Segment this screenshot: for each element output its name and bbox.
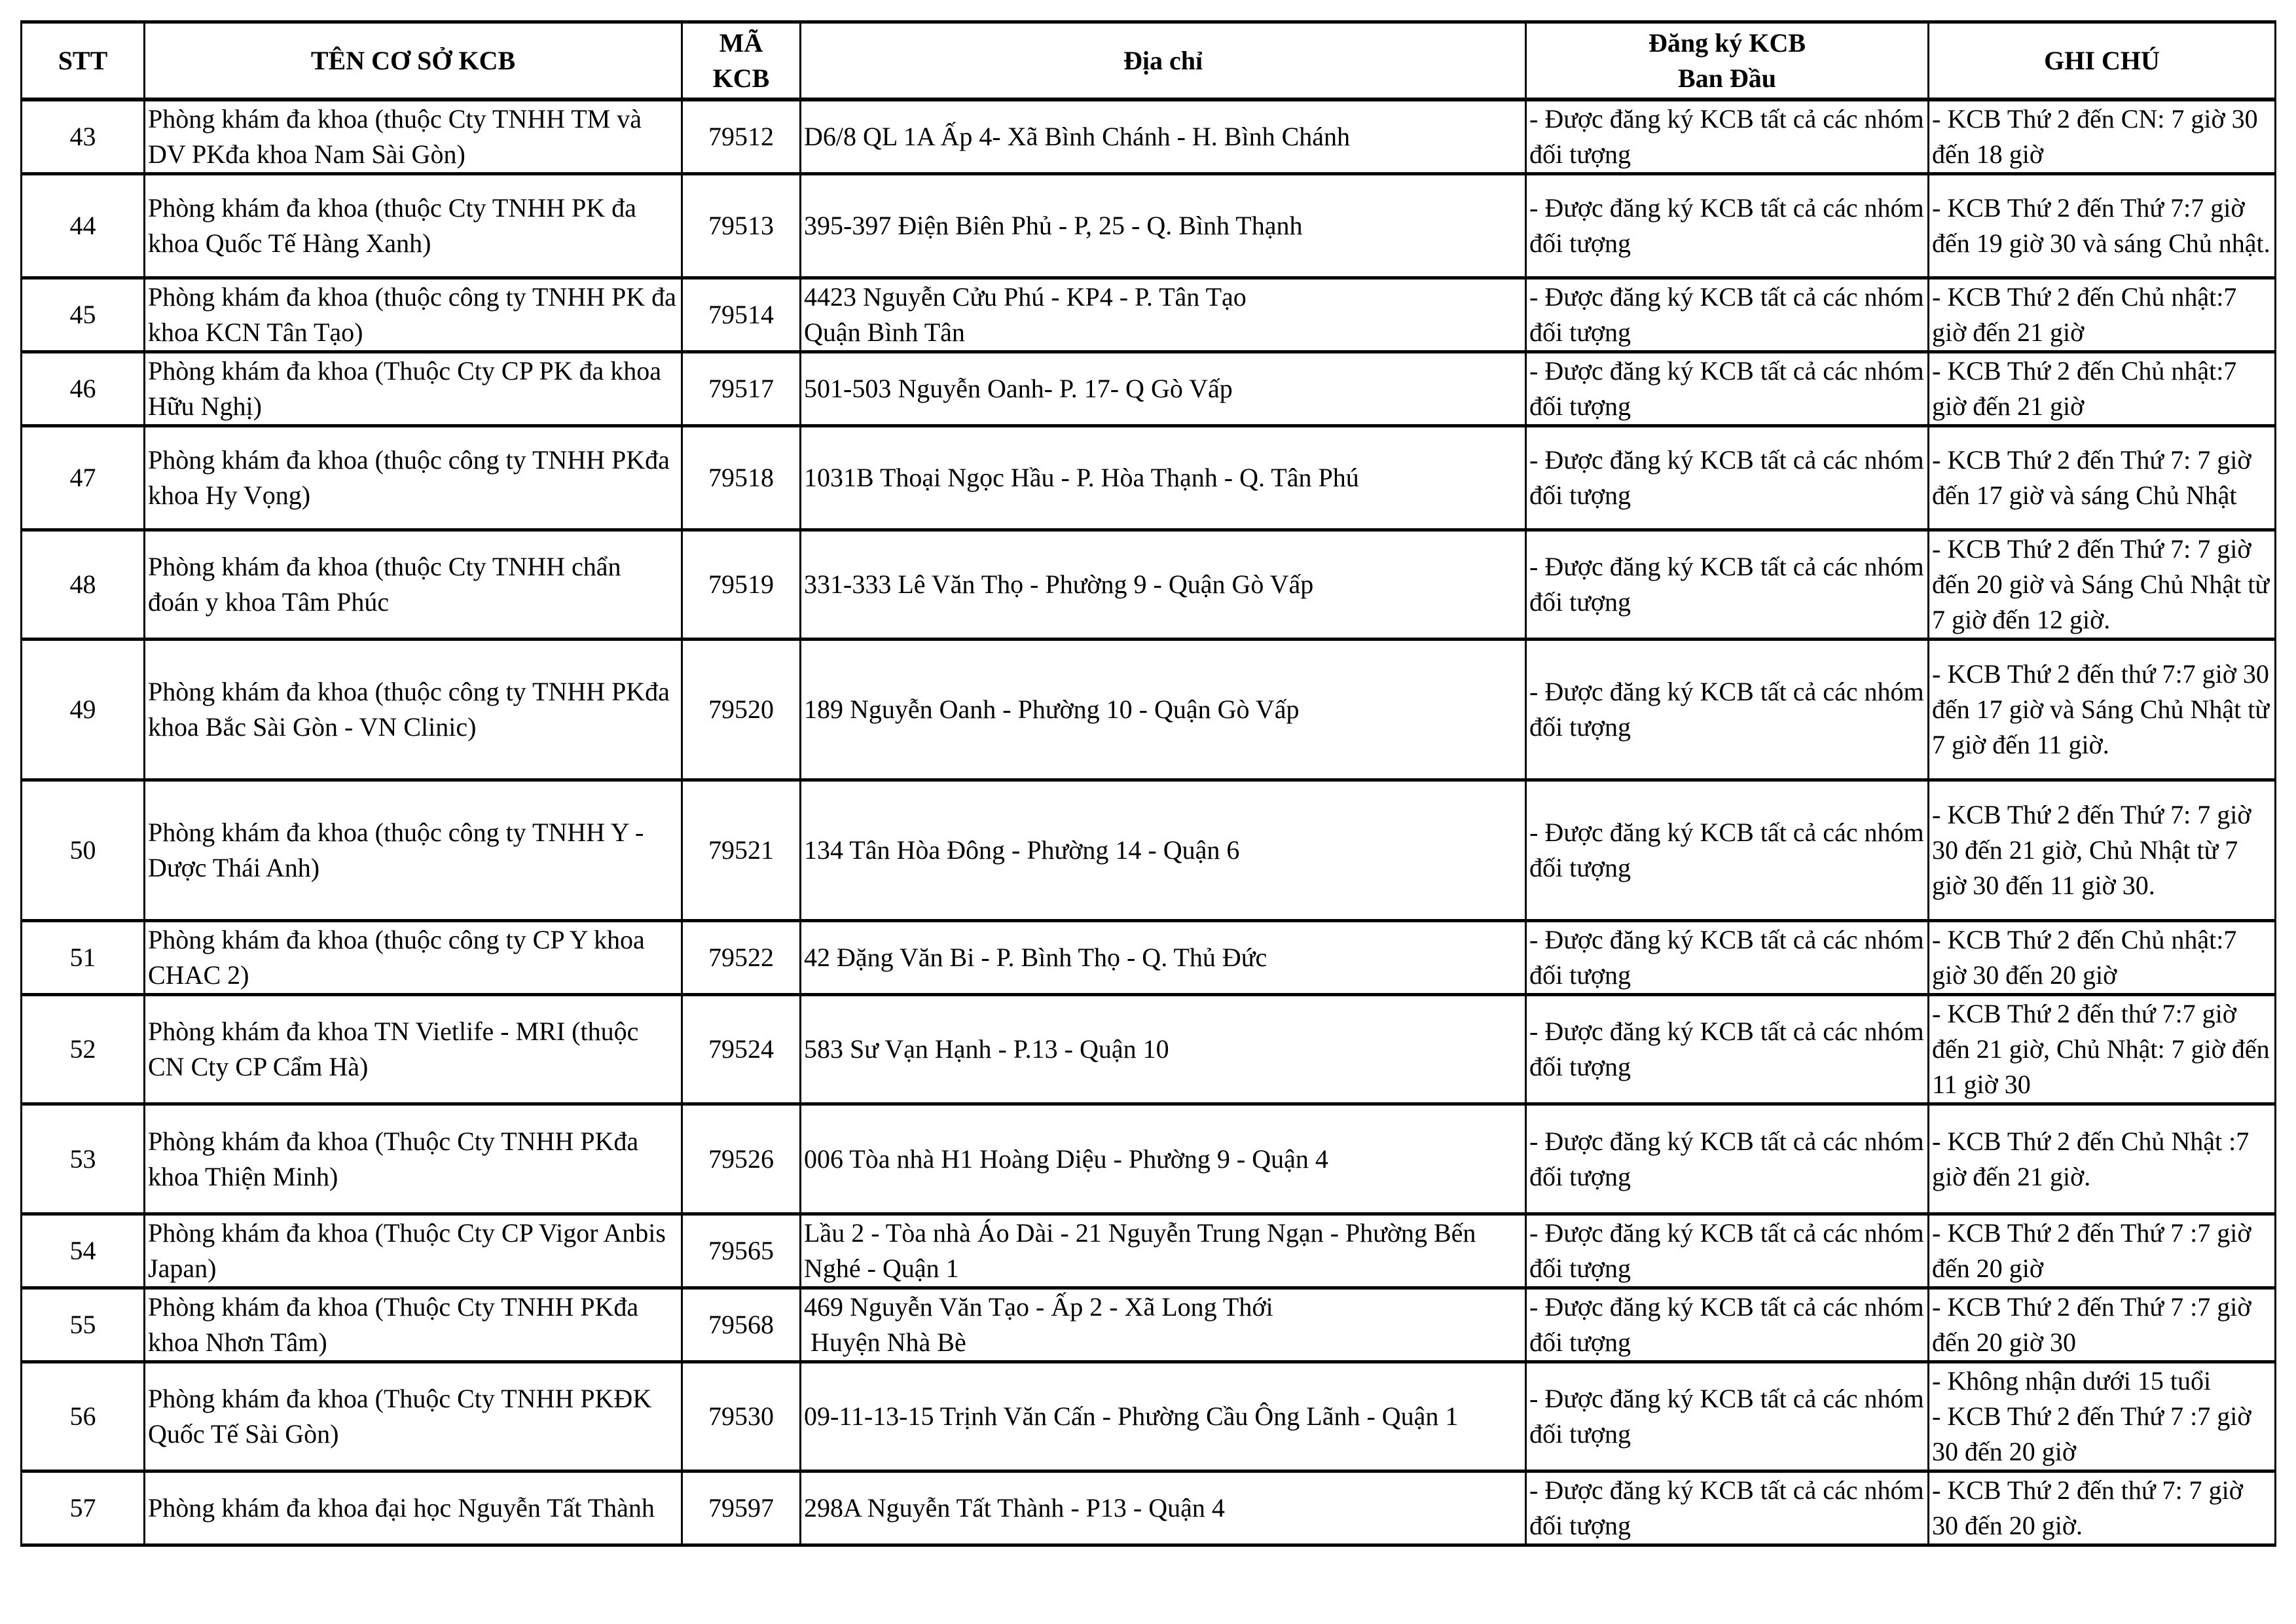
cell-facility-code: 79526 <box>682 1104 801 1214</box>
table-row <box>22 1471 2276 1545</box>
cell-facility-name: Phòng khám đa khoa (Thuộc Cty CP Vigor Anbis Japan) <box>145 1214 682 1288</box>
header-initial-registration-line2: Ban Đầu <box>1677 63 1777 93</box>
cell-initial-registration: - Được đăng ký KCB tất cả các nhóm đối tượng <box>1526 1471 1929 1545</box>
cell-initial-registration: - Được đăng ký KCB tất cả các nhóm đối tượng <box>1526 278 1929 352</box>
cell-facility-name: Phòng khám đa khoa (thuộc công ty TNHH PK đa khoa KCN Tân Tạo) <box>145 278 682 352</box>
header-row <box>22 22 2276 100</box>
note-line: - KCB Thứ 2 đến Thứ 7: 7 giờ 30 đến 21 giờ, Chủ Nhật từ 7 giờ 30 đến 11 giờ 30. <box>1932 800 2251 900</box>
cell-initial-registration: - Được đăng ký KCB tất cả các nhóm đối tượng <box>1526 1288 1929 1362</box>
cell-notes <box>1929 921 2276 995</box>
cell-notes <box>1929 99 2276 174</box>
cell-address <box>801 426 1526 530</box>
table-row <box>22 995 2276 1104</box>
cell-address <box>801 530 1526 640</box>
cell-initial-registration: - Được đăng ký KCB tất cả các nhóm đối tượng <box>1526 640 1929 780</box>
header-facility-code-line1: MÃ <box>719 27 763 58</box>
cell-address <box>801 640 1526 780</box>
cell-address <box>801 99 1526 174</box>
note-line: - KCB Thứ 2 đến Chủ nhật:7 giờ 30 đến 20 giờ <box>1932 925 2237 990</box>
cell-stt: 53 <box>22 1104 145 1214</box>
cell-initial-registration: - Được đăng ký KCB tất cả các nhóm đối tượng <box>1526 352 1929 426</box>
cell-facility-code: 79519 <box>682 530 801 640</box>
cell-initial-registration: - Được đăng ký KCB tất cả các nhóm đối tượng <box>1526 174 1929 278</box>
address-line: 501-503 Nguyễn Oanh- P. 17- Q Gò Vấp <box>804 374 1233 403</box>
address-line: Quận Bình Tân <box>804 317 965 347</box>
cell-facility-code: 79517 <box>682 352 801 426</box>
cell-address <box>801 352 1526 426</box>
cell-stt: 50 <box>22 780 145 921</box>
address-line: 4423 Nguyễn Cửu Phú - KP4 - P. Tân Tạo <box>804 282 1247 312</box>
table-row <box>22 352 2276 426</box>
cell-facility-name: Phòng khám đa khoa (thuộc công ty CP Y khoa CHAC 2) <box>145 921 682 995</box>
table-row <box>22 530 2276 640</box>
cell-facility-name: Phòng khám đa khoa (Thuộc Cty TNHH PKđa khoa Nhơn Tâm) <box>145 1288 682 1362</box>
cell-stt: 44 <box>22 174 145 278</box>
cell-initial-registration: - Được đăng ký KCB tất cả các nhóm đối tượng <box>1526 780 1929 921</box>
cell-stt: 54 <box>22 1214 145 1288</box>
kcb-facilities-table <box>20 20 2276 1547</box>
cell-stt: 47 <box>22 426 145 530</box>
address-line: 298A Nguyễn Tất Thành - P13 - Quận 4 <box>804 1493 1225 1523</box>
table-row <box>22 921 2276 995</box>
header-facility-code <box>682 22 801 100</box>
cell-notes <box>1929 995 2276 1104</box>
cell-facility-code: 79513 <box>682 174 801 278</box>
cell-address <box>801 780 1526 921</box>
note-line: - KCB Thứ 2 đến CN: 7 giờ 30 đến 18 giờ <box>1932 104 2258 169</box>
cell-facility-name: Phòng khám đa khoa (thuộc Cty TNHH chẩn đoán y khoa Tâm Phúc <box>145 530 682 640</box>
cell-stt: 55 <box>22 1288 145 1362</box>
cell-stt: 56 <box>22 1362 145 1471</box>
note-line: - KCB Thứ 2 đến Chủ nhật:7 giờ đến 21 giờ <box>1932 282 2237 347</box>
cell-notes <box>1929 1471 2276 1545</box>
cell-notes <box>1929 1104 2276 1214</box>
note-line: - KCB Thứ 2 đến Thứ 7 :7 giờ đến 20 giờ <box>1932 1218 2251 1283</box>
note-line: - KCB Thứ 2 đến Chủ Nhật :7 giờ đến 21 giờ. <box>1932 1126 2250 1191</box>
cell-stt: 43 <box>22 99 145 174</box>
table-row <box>22 780 2276 921</box>
note-line: - KCB Thứ 2 đến thứ 7:7 giờ 30 đến 17 giờ và Sáng Chủ Nhật từ 7 giờ đến 11 giờ. <box>1932 659 2269 759</box>
cell-initial-registration: - Được đăng ký KCB tất cả các nhóm đối tượng <box>1526 530 1929 640</box>
cell-address <box>801 1288 1526 1362</box>
cell-facility-name: Phòng khám đa khoa (Thuộc Cty CP PK đa khoa Hữu Nghị) <box>145 352 682 426</box>
header-facility-name: TÊN CƠ SỞ KCB <box>145 22 682 100</box>
cell-address <box>801 1214 1526 1288</box>
cell-stt: 45 <box>22 278 145 352</box>
cell-notes <box>1929 780 2276 921</box>
table-row <box>22 174 2276 278</box>
cell-stt: 48 <box>22 530 145 640</box>
cell-stt: 57 <box>22 1471 145 1545</box>
address-line: 331-333 Lê Văn Thọ - Phường 9 - Quận Gò Vấp <box>804 569 1314 599</box>
cell-facility-code: 79597 <box>682 1471 801 1545</box>
cell-stt: 52 <box>22 995 145 1104</box>
cell-notes <box>1929 278 2276 352</box>
address-line: 09-11-13-15 Trịnh Văn Cấn - Phường Cầu Ông Lãnh - Quận 1 <box>804 1401 1459 1431</box>
cell-facility-name: Phòng khám đa khoa (thuộc công ty TNHH PKđa khoa Bắc Sài Gòn - VN Clinic) <box>145 640 682 780</box>
cell-facility-name: Phòng khám đa khoa (Thuộc Cty TNHH PKĐK Quốc Tế Sài Gòn) <box>145 1362 682 1471</box>
cell-initial-registration: - Được đăng ký KCB tất cả các nhóm đối tượng <box>1526 995 1929 1104</box>
cell-facility-code: 79524 <box>682 995 801 1104</box>
address-line: 189 Nguyễn Oanh - Phường 10 - Quận Gò Vấp <box>804 695 1300 724</box>
header-stt: STT <box>22 22 145 100</box>
cell-facility-code: 79565 <box>682 1214 801 1288</box>
cell-facility-code: 79518 <box>682 426 801 530</box>
table-row <box>22 99 2276 174</box>
header-notes: GHI CHÚ <box>1929 22 2276 100</box>
cell-facility-code: 79521 <box>682 780 801 921</box>
address-line: Lầu 2 - Tòa nhà Áo Dài - 21 Nguyễn Trung Ngạn - Phường Bến Nghé - Quận 1 <box>804 1218 1476 1283</box>
table-row <box>22 1362 2276 1471</box>
cell-facility-name: Phòng khám đa khoa (thuộc Cty TNHH TM và DV PKđa khoa Nam Sài Gòn) <box>145 99 682 174</box>
header-initial-registration <box>1526 22 1929 100</box>
address-line: 134 Tân Hòa Đông - Phường 14 - Quận 6 <box>804 835 1240 865</box>
cell-address <box>801 174 1526 278</box>
address-line: 469 Nguyễn Văn Tạo - Ấp 2 - Xã Long Thới <box>804 1292 1273 1322</box>
note-line: - KCB Thứ 2 đến Thứ 7: 7 giờ đến 20 giờ và Sáng Chủ Nhật từ 7 giờ đến 12 giờ. <box>1932 534 2269 634</box>
table-row <box>22 426 2276 530</box>
table-row <box>22 640 2276 780</box>
cell-notes <box>1929 426 2276 530</box>
cell-address <box>801 1362 1526 1471</box>
note-line: - KCB Thứ 2 đến Chủ nhật:7 giờ đến 21 giờ <box>1932 356 2237 421</box>
cell-initial-registration: - Được đăng ký KCB tất cả các nhóm đối tượng <box>1526 1362 1929 1471</box>
cell-notes <box>1929 174 2276 278</box>
cell-stt: 51 <box>22 921 145 995</box>
note-line: - KCB Thứ 2 đến Thứ 7 :7 giờ 30 đến 20 giờ <box>1932 1401 2251 1466</box>
note-line: - KCB Thứ 2 đến Thứ 7:7 giờ đến 19 giờ 30 và sáng Chủ nhật. <box>1932 193 2270 258</box>
table-row <box>22 1214 2276 1288</box>
cell-initial-registration: - Được đăng ký KCB tất cả các nhóm đối tượng <box>1526 99 1929 174</box>
address-line: Huyện Nhà Bè <box>804 1327 966 1357</box>
cell-facility-name: Phòng khám đa khoa (thuộc công ty TNHH Y - Dược Thái Anh) <box>145 780 682 921</box>
cell-notes <box>1929 1288 2276 1362</box>
address-line: D6/8 QL 1A Ấp 4- Xã Bình Chánh - H. Bình Chánh <box>804 122 1351 151</box>
header-facility-code-line2: KCB <box>712 63 770 93</box>
address-line: 1031B Thoại Ngọc Hầu - P. Hòa Thạnh - Q. Tân Phú <box>804 463 1359 492</box>
cell-facility-name: Phòng khám đa khoa đại học Nguyễn Tất Thành <box>145 1471 682 1545</box>
cell-address <box>801 1104 1526 1214</box>
cell-address <box>801 278 1526 352</box>
cell-facility-code: 79512 <box>682 99 801 174</box>
header-initial-registration-line1: Đăng ký KCB <box>1648 27 1806 58</box>
cell-initial-registration: - Được đăng ký KCB tất cả các nhóm đối tượng <box>1526 426 1929 530</box>
address-line: 006 Tòa nhà H1 Hoàng Diệu - Phường 9 - Quận 4 <box>804 1144 1328 1174</box>
cell-address <box>801 1471 1526 1545</box>
cell-facility-name: Phòng khám đa khoa (thuộc Cty TNHH PK đa khoa Quốc Tế Hàng Xanh) <box>145 174 682 278</box>
note-line: - KCB Thứ 2 đến Thứ 7: 7 giờ đến 17 giờ và sáng Chủ Nhật <box>1932 445 2251 510</box>
cell-notes <box>1929 640 2276 780</box>
note-line: - KCB Thứ 2 đến thứ 7:7 giờ đến 21 giờ, Chủ Nhật: 7 giờ đến 11 giờ 30 <box>1932 999 2270 1099</box>
cell-address <box>801 921 1526 995</box>
cell-stt: 46 <box>22 352 145 426</box>
cell-facility-code: 79568 <box>682 1288 801 1362</box>
table-header <box>22 22 2276 100</box>
cell-facility-code: 79520 <box>682 640 801 780</box>
cell-notes <box>1929 1362 2276 1471</box>
cell-address <box>801 995 1526 1104</box>
cell-facility-code: 79530 <box>682 1362 801 1471</box>
cell-facility-name: Phòng khám đa khoa TN Vietlife - MRI (thuộc CN Cty CP Cẩm Hà) <box>145 995 682 1104</box>
note-line: - KCB Thứ 2 đến Thứ 7 :7 giờ đến 20 giờ 30 <box>1932 1292 2251 1357</box>
cell-notes <box>1929 1214 2276 1288</box>
address-line: 395-397 Điện Biên Phủ - P, 25 - Q. Bình Thạnh <box>804 211 1303 240</box>
cell-initial-registration: - Được đăng ký KCB tất cả các nhóm đối tượng <box>1526 1104 1929 1214</box>
cell-notes <box>1929 530 2276 640</box>
cell-facility-code: 79522 <box>682 921 801 995</box>
table-row <box>22 1104 2276 1214</box>
table-row <box>22 1288 2276 1362</box>
cell-stt: 49 <box>22 640 145 780</box>
table-body <box>22 99 2276 1545</box>
header-address: Địa chỉ <box>801 22 1526 100</box>
cell-facility-name: Phòng khám đa khoa (Thuộc Cty TNHH PKđa khoa Thiện Minh) <box>145 1104 682 1214</box>
cell-facility-code: 79514 <box>682 278 801 352</box>
cell-facility-name: Phòng khám đa khoa (thuộc công ty TNHH PKđa khoa Hy Vọng) <box>145 426 682 530</box>
cell-initial-registration: - Được đăng ký KCB tất cả các nhóm đối tượng <box>1526 921 1929 995</box>
address-line: 583 Sư Vạn Hạnh - P.13 - Quận 10 <box>804 1034 1169 1064</box>
cell-initial-registration: - Được đăng ký KCB tất cả các nhóm đối tượng <box>1526 1214 1929 1288</box>
cell-notes <box>1929 352 2276 426</box>
note-line: - Không nhận dưới 15 tuổi <box>1932 1366 2212 1396</box>
address-line: 42 Đặng Văn Bi - P. Bình Thọ - Q. Thủ Đức <box>804 943 1267 972</box>
table-row <box>22 278 2276 352</box>
note-line: - KCB Thứ 2 đến thứ 7: 7 giờ 30 đến 20 giờ. <box>1932 1475 2243 1540</box>
